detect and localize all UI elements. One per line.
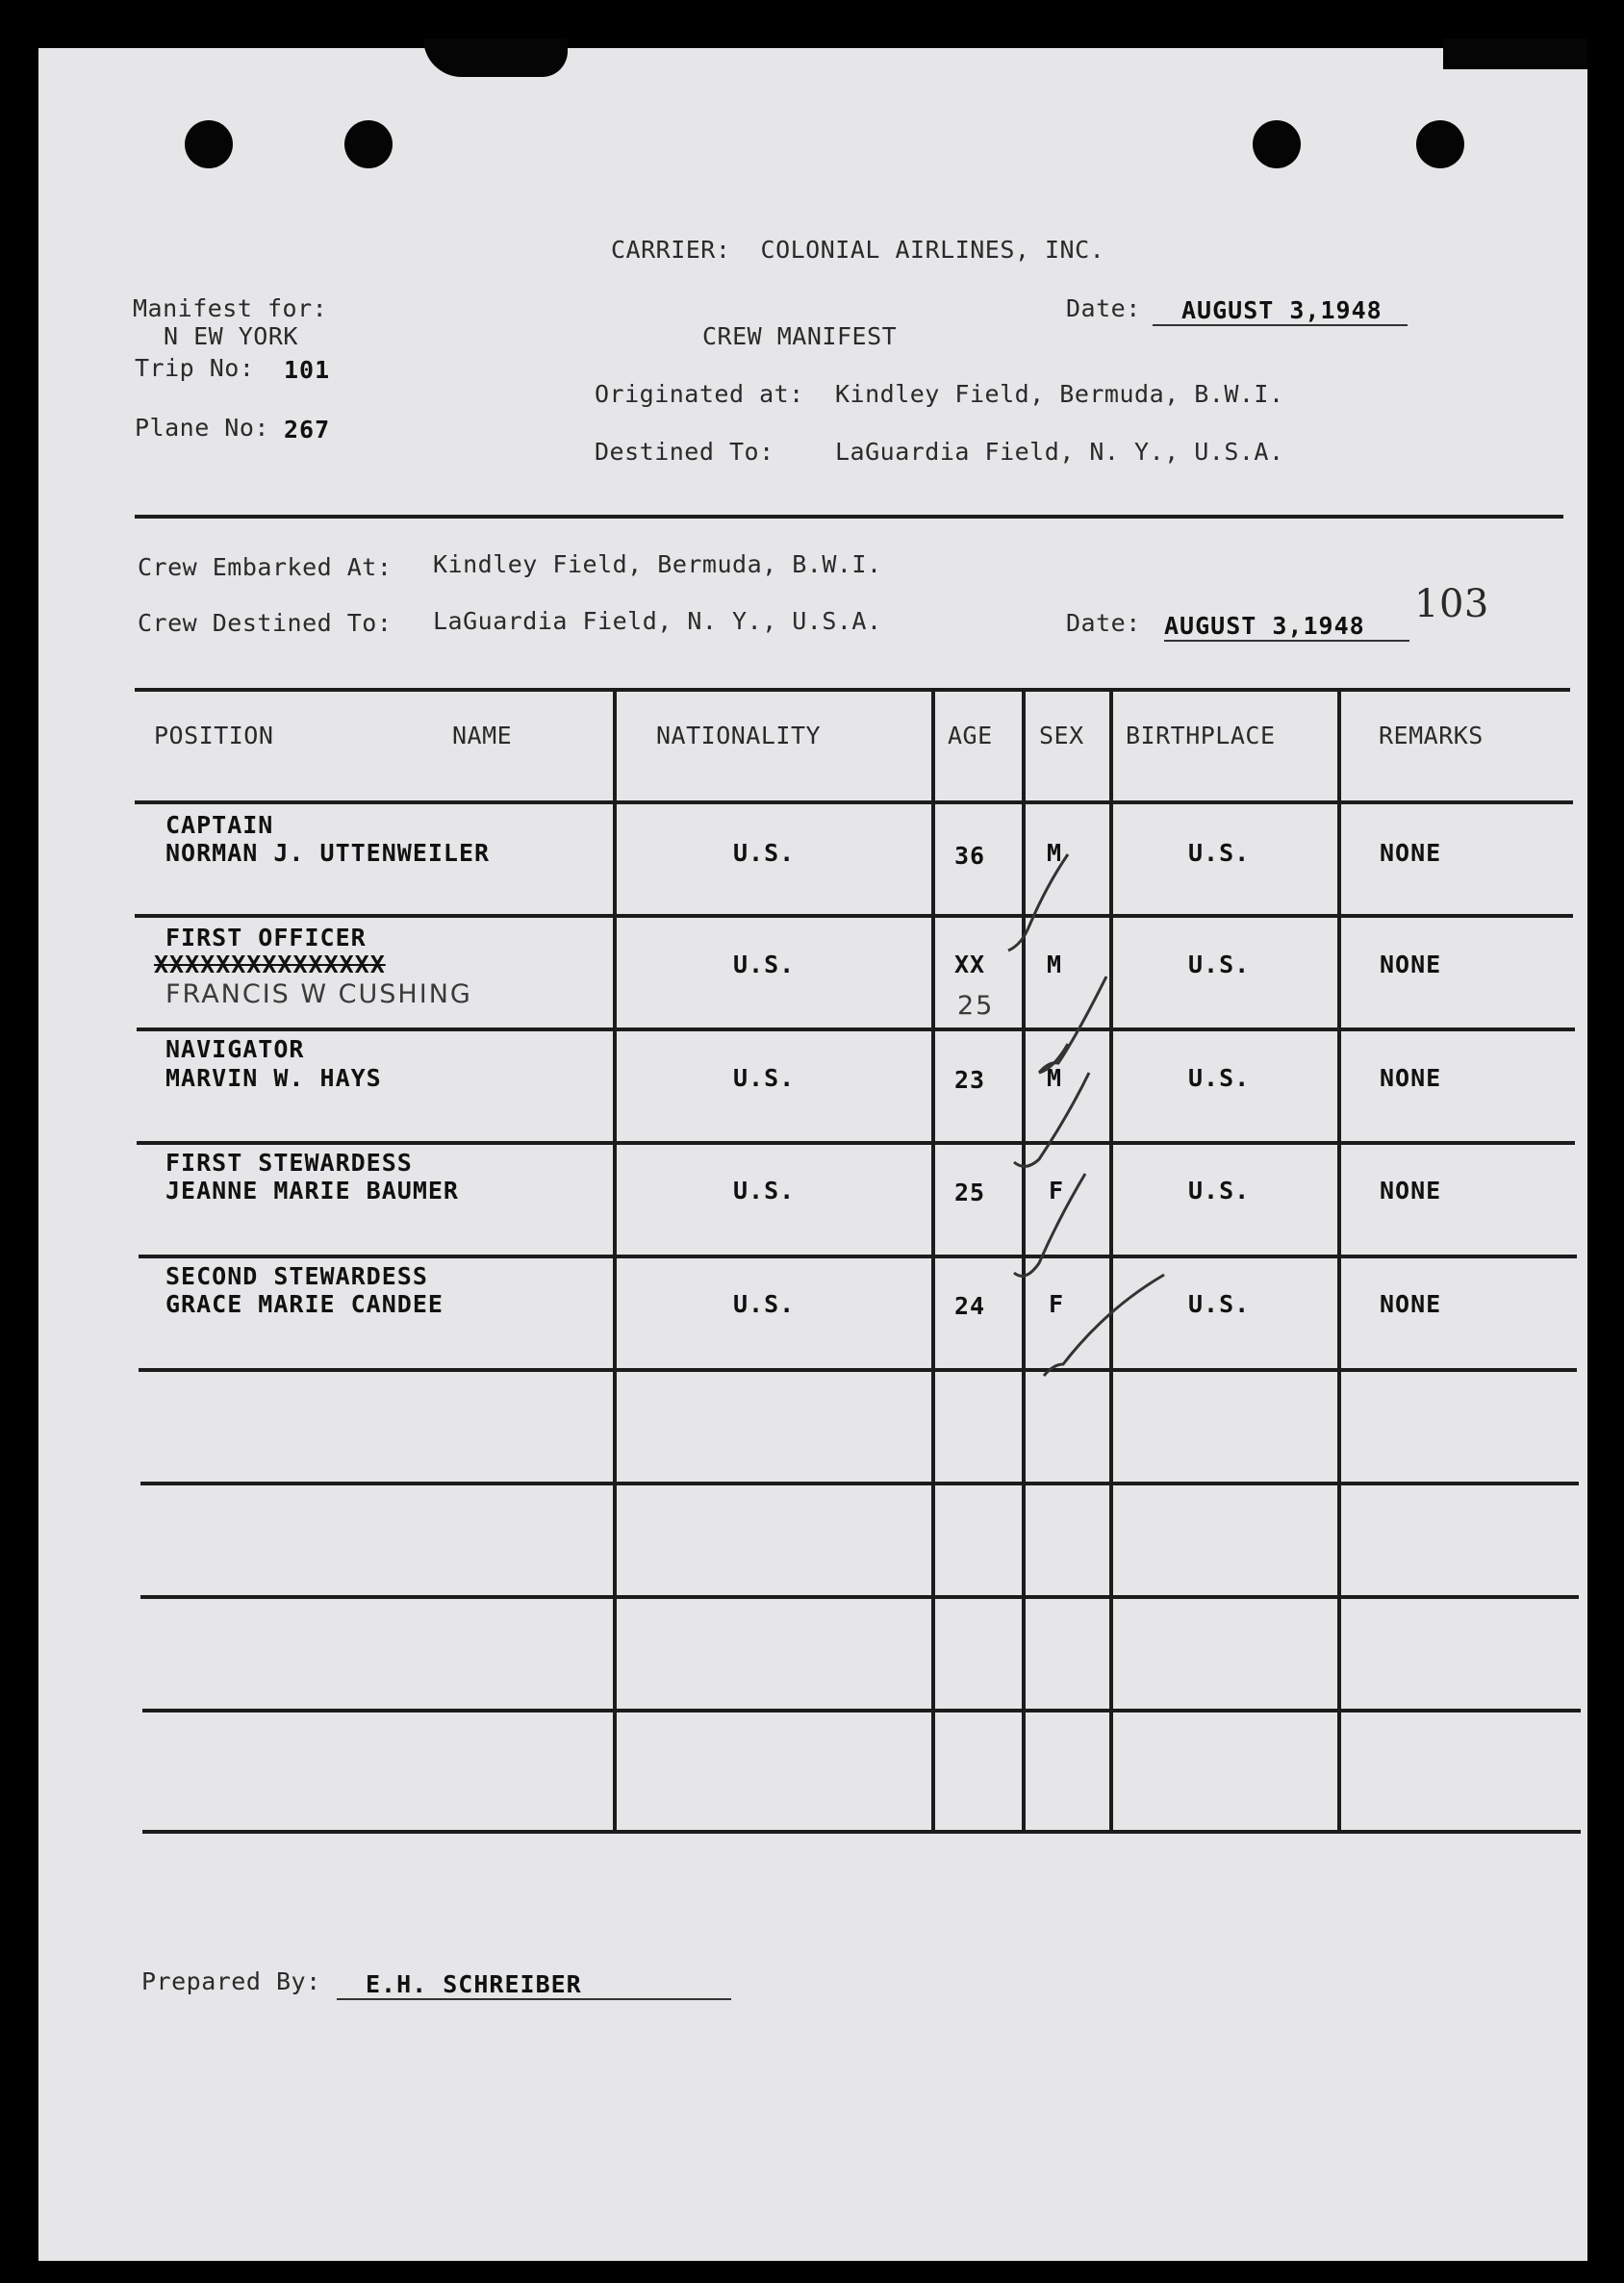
crew-date: AUGUST 3,1948 xyxy=(1164,612,1409,642)
manifest-date: AUGUST 3,1948 xyxy=(1153,296,1408,326)
manifest-page xyxy=(38,48,1587,2261)
column-rule xyxy=(1337,691,1341,1832)
col-header-birthplace: BIRTHPLACE xyxy=(1126,722,1276,749)
row-name: NORMAN J. UTTENWEILER xyxy=(165,839,491,867)
col-header-position: POSITION xyxy=(154,722,274,749)
row-name: MARVIN W. HAYS xyxy=(165,1064,382,1092)
punch-hole xyxy=(185,120,233,168)
column-rule xyxy=(931,691,935,1832)
row-name-struck: XXXXXXXXXXXXXXX xyxy=(154,951,386,978)
header-rule xyxy=(135,800,1573,804)
row-sex: M xyxy=(1047,1064,1063,1092)
column-rule xyxy=(613,691,617,1832)
row-birthplace: U.S. xyxy=(1188,1290,1251,1318)
check-mark-icon xyxy=(1001,1251,1183,1395)
row-age-struck: XX xyxy=(954,951,986,978)
col-header-age: AGE xyxy=(948,722,993,749)
row-sex: M xyxy=(1047,839,1063,867)
table-top-rule xyxy=(135,688,1570,692)
row-rule xyxy=(137,1027,1575,1031)
crew-embarked-label: Crew Embarked At: xyxy=(138,553,393,581)
row-nationality: U.S. xyxy=(733,1177,796,1205)
prepared-by-label: Prepared By: xyxy=(141,1967,321,1995)
row-rule xyxy=(142,1709,1581,1712)
row-age-correction: 25 xyxy=(957,991,995,1021)
row-remarks: NONE xyxy=(1380,951,1442,978)
row-name: JEANNE MARIE BAUMER xyxy=(165,1177,459,1205)
punch-hole xyxy=(1416,120,1464,168)
row-nationality: U.S. xyxy=(733,1290,796,1318)
stamp-number: 103 xyxy=(1414,582,1489,626)
col-header-name: NAME xyxy=(452,722,513,749)
row-remarks: NONE xyxy=(1380,1064,1442,1092)
row-rule xyxy=(140,1482,1579,1485)
row-position: NAVIGATOR xyxy=(165,1035,305,1063)
plane-label: Plane No: xyxy=(135,414,269,442)
originated-label: Originated at: xyxy=(595,380,804,408)
row-name: GRACE MARIE CANDEE xyxy=(165,1290,444,1318)
crew-embarked-value: Kindley Field, Bermuda, B.W.I. xyxy=(433,550,882,578)
torn-edge xyxy=(423,38,568,77)
crew-destined-value: LaGuardia Field, N. Y., U.S.A. xyxy=(433,607,882,635)
row-nationality: U.S. xyxy=(733,1064,796,1092)
row-name-correction: FRANCIS W CUSHING xyxy=(165,979,472,1009)
row-age: 23 xyxy=(954,1066,986,1094)
originated-value: Kindley Field, Bermuda, B.W.I. xyxy=(835,380,1284,408)
destined-label: Destined To: xyxy=(595,438,774,466)
row-rule xyxy=(140,1595,1579,1599)
torn-edge xyxy=(1443,38,1587,69)
manifest-for-label: Manifest for: xyxy=(133,294,328,322)
row-position: SECOND STEWARDESS xyxy=(165,1262,428,1290)
carrier-line: CARRIER: COLONIAL AIRLINES, INC. xyxy=(611,236,1105,264)
row-birthplace: U.S. xyxy=(1188,1177,1251,1205)
plane-number: 267 xyxy=(284,416,331,444)
header-divider xyxy=(135,515,1563,519)
row-remarks: NONE xyxy=(1380,1290,1442,1318)
trip-label: Trip No: xyxy=(135,354,255,382)
row-position: FIRST STEWARDESS xyxy=(165,1149,413,1177)
row-nationality: U.S. xyxy=(733,839,796,867)
trip-number: 101 xyxy=(284,356,331,384)
check-mark-icon xyxy=(1001,837,1116,962)
row-nationality: U.S. xyxy=(733,951,796,978)
row-age: 25 xyxy=(954,1179,986,1206)
manifest-for-value: N EW YORK xyxy=(164,322,298,350)
row-birthplace: U.S. xyxy=(1188,839,1251,867)
date-label: Date: xyxy=(1066,294,1141,322)
row-age: 24 xyxy=(954,1292,986,1320)
row-birthplace: U.S. xyxy=(1188,1064,1251,1092)
row-rule xyxy=(135,914,1573,918)
row-remarks: NONE xyxy=(1380,839,1442,867)
row-rule xyxy=(137,1141,1575,1145)
prepared-by-signature: E.H. SCHREIBER xyxy=(337,1970,731,2000)
row-sex: F xyxy=(1049,1177,1065,1205)
row-remarks: NONE xyxy=(1380,1177,1442,1205)
row-sex: M xyxy=(1047,951,1063,978)
table-bottom-rule xyxy=(142,1830,1581,1834)
crew-destined-label: Crew Destined To: xyxy=(138,609,393,637)
row-position: FIRST OFFICER xyxy=(165,924,367,951)
row-rule xyxy=(139,1255,1577,1258)
destined-value: LaGuardia Field, N. Y., U.S.A. xyxy=(835,438,1284,466)
row-birthplace: U.S. xyxy=(1188,951,1251,978)
col-header-sex: SEX xyxy=(1039,722,1084,749)
punch-hole xyxy=(344,120,393,168)
row-position: CAPTAIN xyxy=(165,811,274,839)
punch-hole xyxy=(1253,120,1301,168)
manifest-title: CREW MANIFEST xyxy=(702,322,898,350)
row-age: 36 xyxy=(954,842,986,870)
row-rule xyxy=(139,1368,1577,1372)
crew-date-label: Date: xyxy=(1066,609,1141,637)
col-header-remarks: REMARKS xyxy=(1379,722,1484,749)
col-header-nationality: NATIONALITY xyxy=(656,722,822,749)
row-sex: F xyxy=(1049,1290,1065,1318)
